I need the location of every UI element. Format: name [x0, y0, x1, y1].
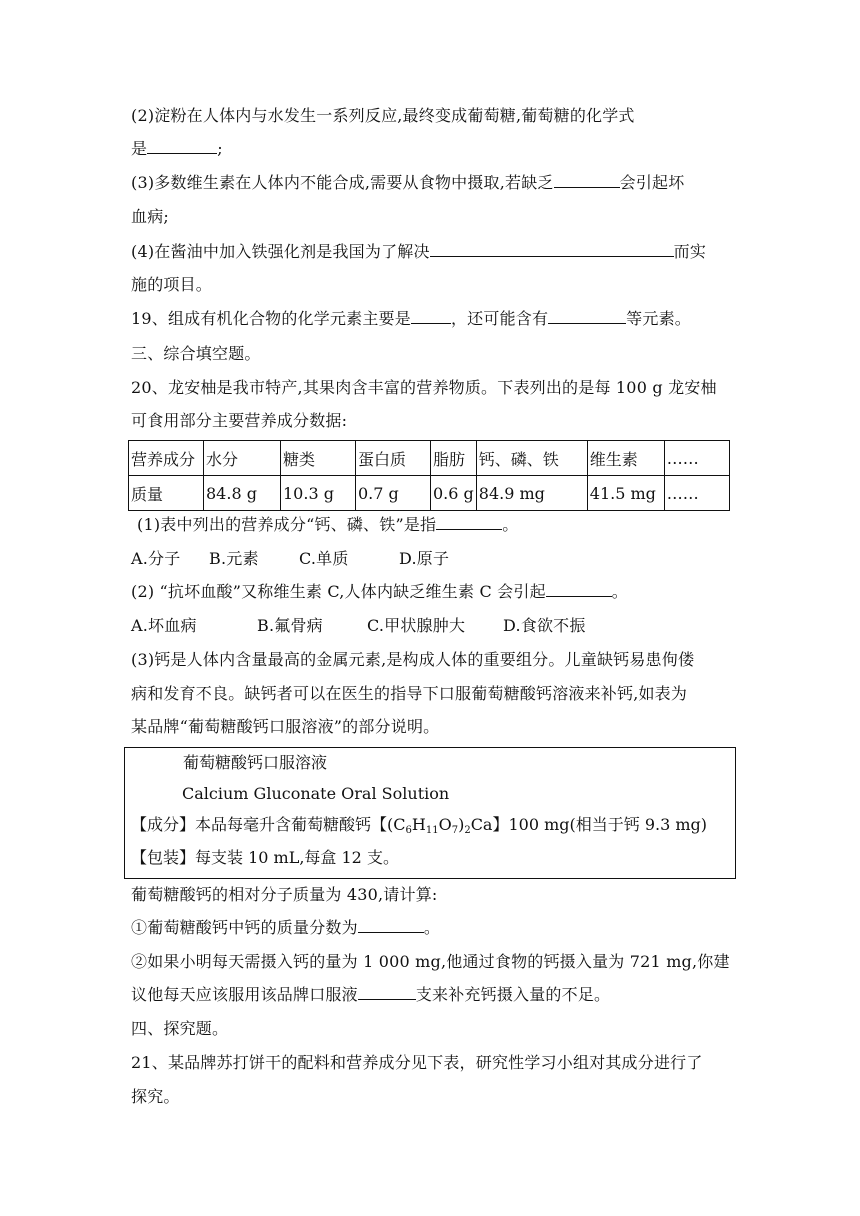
- table-header-cell: 脂肪: [431, 441, 477, 476]
- q20-sub2: [131, 581, 628, 603]
- nutrition-table: [128, 440, 730, 511]
- formula-text: ): [458, 815, 465, 834]
- answer-blank-glucose-formula[interactable]: [147, 138, 217, 154]
- answer-blank-sub2[interactable]: [546, 581, 612, 597]
- q18-part2-prefix: 是: [131, 139, 148, 158]
- option-c[interactable]: C.甲状腺肿大: [367, 616, 466, 635]
- q20-calc2-line1: ②如果小明每天需摄入钙的量为 1 000 mg,他通过食物的钙摄入量为 721 mg,你建: [131, 952, 730, 971]
- q20-intro-line2: 可食用部分主要营养成分数据:: [131, 411, 348, 430]
- q20-calc2-suffix: 支来补充钙摄入量的不足。: [415, 985, 611, 1004]
- q21-line2: 探究。: [131, 1087, 180, 1106]
- q20-sub2-options: [131, 615, 586, 637]
- q20-calc1-suffix: 。: [423, 918, 441, 937]
- formula-text: O: [438, 815, 452, 834]
- table-cell: 0.7 g: [356, 476, 431, 511]
- table-header-cell: 营养成分: [129, 441, 204, 476]
- q18-part2-suffix: ;: [217, 139, 223, 158]
- product-ingredients: [131, 814, 707, 836]
- q20-intro-line1: 20、龙安柚是我市特产,其果肉含丰富的营养物质。下表列出的是每 100 g 龙安柚: [131, 378, 717, 397]
- q18-part3-line1: [131, 172, 684, 194]
- table-header-cell: ……: [664, 441, 729, 476]
- table-cell: 0.6 g: [431, 476, 477, 511]
- q18-part3-line2: 血病;: [131, 207, 169, 226]
- table-row: [129, 476, 730, 511]
- subscript: 7: [451, 825, 459, 836]
- q20-sub2-suffix: 。: [611, 582, 628, 601]
- q20-sub1-prefix: (1)表中列出的营养成分“钙、磷、铁”是指: [137, 515, 437, 534]
- q18-part3-prefix: (3)多数维生素在人体内不能合成,需要从食物中摄取,若缺乏: [131, 173, 554, 192]
- product-info-box: [124, 747, 736, 879]
- table-header-cell: 钙、磷、铁: [476, 441, 587, 476]
- answer-blank-calc1[interactable]: [358, 917, 424, 933]
- q20-sub3-line2: 病和发育不良。缺钙者可以在医生的指导下口服葡萄糖酸钙溶液来补钙,如表为: [131, 684, 688, 703]
- option-a[interactable]: A.分子: [131, 549, 181, 568]
- answer-blank-other-elements[interactable]: [548, 308, 626, 324]
- section-heading-3: 三、综合填空题。: [131, 344, 261, 363]
- option-d[interactable]: D.原子: [399, 549, 450, 568]
- table-cell: 84.9 mg: [476, 476, 587, 511]
- table-cell: 41.5 mg: [587, 476, 664, 511]
- formula-text: H: [411, 815, 426, 834]
- q19-prefix: 19、组成有机化合物的化学元素主要是: [131, 309, 411, 328]
- answer-blank-sub1[interactable]: [436, 514, 502, 530]
- subscript: 11: [425, 825, 439, 836]
- option-b[interactable]: B.氟骨病: [257, 616, 323, 635]
- q18-part4-suffix: 而实: [673, 242, 707, 261]
- q18-part4-prefix: (4)在酱油中加入铁强化剂是我国为了解决: [131, 242, 430, 261]
- table-header-row: [129, 441, 730, 476]
- q18-part2-line1: (2)淀粉在人体内与水发生一系列反应,最终变成葡萄糖,葡萄糖的化学式: [131, 106, 635, 125]
- table-cell: 质量: [129, 476, 204, 511]
- q21-line1: 21、某品牌苏打饼干的配料和营养成分见下表，研究性学习小组对其成分进行了: [131, 1053, 703, 1072]
- q19-suffix: 等元素。: [626, 309, 691, 328]
- table-header-cell: 糖类: [281, 441, 356, 476]
- q20-sub2-prefix: (2) “抗坏血酸”又称维生素 C,人体内缺乏维生素 C 会引起: [131, 582, 546, 601]
- product-packaging: 【包装】每支装 10 mL,每盒 12 支。: [131, 848, 399, 867]
- subscript: 6: [405, 825, 412, 836]
- ingredients-text: 【成分】本品每毫升含葡萄糖酸钙【(C: [131, 815, 406, 834]
- q19-middle: ，还可能含有: [450, 309, 549, 328]
- q20-calc2-prefix: 议他每天应该服用该品牌口服液: [131, 985, 358, 1004]
- table-cell: ……: [664, 476, 729, 511]
- option-c[interactable]: C.单质: [299, 549, 349, 568]
- table-cell: 84.8 g: [204, 476, 281, 511]
- q20-sub1-options: [131, 548, 449, 570]
- q20-calc2-line2: [131, 984, 610, 1006]
- table-header-cell: 蛋白质: [356, 441, 431, 476]
- q18-part4-line2: 施的项目。: [131, 275, 213, 294]
- q20-mass-line: 葡萄糖酸钙的相对分子质量为 430,请计算:: [131, 885, 438, 904]
- ingredients-text: Ca】100 mg(相当于钙 9.3 mg): [470, 815, 708, 834]
- answer-blank-calc2[interactable]: [358, 984, 416, 1000]
- option-d[interactable]: D.食欲不振: [503, 616, 586, 635]
- q18-part4-line1: [131, 241, 706, 263]
- q19-line: [131, 308, 691, 330]
- section-heading-4: 四、探究题。: [131, 1019, 229, 1038]
- product-title-en: Calcium Gluconate Oral Solution: [182, 784, 450, 803]
- q18-part3-suffix: 会引起坏: [619, 173, 685, 192]
- table-header-cell: 维生素: [587, 441, 664, 476]
- answer-blank-vitamin[interactable]: [554, 172, 620, 188]
- subscript: 2: [464, 825, 471, 836]
- answer-blank-iron-fortifier[interactable]: [430, 241, 674, 257]
- q20-calc1-prefix: ①葡萄糖酸钙中钙的质量分数为: [131, 918, 358, 937]
- product-title-cn: 葡萄糖酸钙口服溶液: [183, 753, 328, 772]
- option-b[interactable]: B.元素: [209, 549, 259, 568]
- answer-blank-main-elements[interactable]: [411, 308, 451, 324]
- q20-sub1: [137, 514, 518, 536]
- q18-part2-line2: [131, 138, 223, 160]
- option-a[interactable]: A.坏血病: [131, 616, 197, 635]
- q20-sub1-suffix: 。: [502, 515, 519, 534]
- table-cell: 10.3 g: [281, 476, 356, 511]
- q20-sub3-line3: 某品牌“葡萄糖酸钙口服溶液”的部分说明。: [131, 717, 440, 736]
- q20-sub3-line1: (3)钙是人体内含量最高的金属元素,是构成人体的重要组分。儿童缺钙易患佝偻: [131, 650, 695, 669]
- table-header-cell: 水分: [204, 441, 281, 476]
- q20-calc1: [131, 917, 440, 939]
